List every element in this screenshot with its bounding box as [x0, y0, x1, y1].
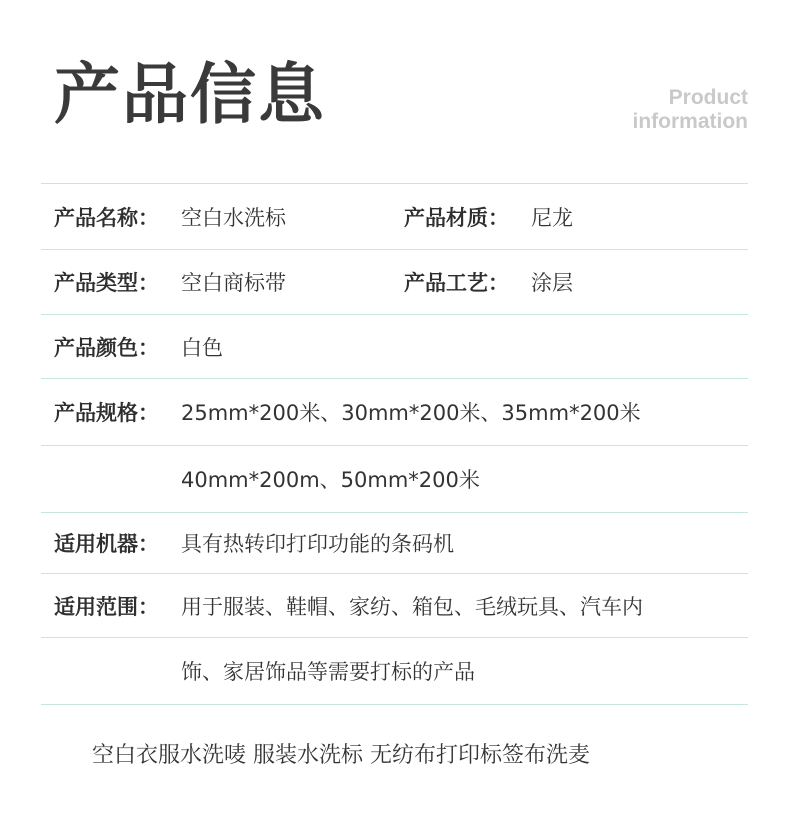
spec-row-color — [41, 314, 748, 378]
spec-row-machine — [41, 512, 748, 573]
product-color-value: 白色 — [181, 335, 223, 360]
product-color-label: 产品颜色： — [54, 335, 159, 360]
product-type-value: 空白商标带 — [181, 271, 286, 295]
product-name-label: 产品名称： — [54, 205, 159, 230]
product-material-label: 产品材质： — [404, 205, 509, 230]
spec-row-scope — [41, 573, 748, 637]
spec-row-size-cont — [41, 445, 748, 512]
subtitle-line-1: Product — [668, 86, 748, 109]
scope-label: 适用范围： — [54, 594, 159, 619]
spec-row-type-process — [41, 249, 748, 314]
product-size-value-line-2: 40mm*200m、50mm*200米 — [181, 468, 480, 492]
product-size-value-line-1: 25mm*200米、30mm*200米、35mm*200米 — [181, 401, 641, 425]
spec-row-size — [41, 378, 748, 445]
scope-value-line-1: 用于服装、鞋帽、家纺、箱包、毛绒玩具、汽车内 — [181, 594, 643, 619]
product-size-label: 产品规格： — [54, 401, 159, 425]
product-spec-table — [41, 183, 748, 705]
product-process-label: 产品工艺： — [404, 271, 509, 295]
footer-keywords: 空白衣服水洗唛 服装水洗标 无纺布打印标签布洗麦 — [92, 743, 590, 768]
spec-row-scope-cont — [41, 637, 748, 705]
subtitle-line-2: information — [632, 110, 748, 133]
page-title: 产品信息 — [54, 56, 326, 133]
spec-row-name-material — [41, 183, 748, 249]
machine-value: 具有热转印打印功能的条码机 — [181, 532, 454, 556]
product-type-label: 产品类型： — [54, 271, 159, 295]
machine-label: 适用机器： — [54, 532, 159, 556]
page-subtitle — [633, 86, 749, 134]
product-material-value: 尼龙 — [531, 205, 573, 230]
scope-value-line-2: 饰、家居饰品等需要打标的产品 — [181, 660, 475, 684]
product-name-value: 空白水洗标 — [181, 205, 286, 230]
product-process-value: 涂层 — [531, 271, 573, 295]
